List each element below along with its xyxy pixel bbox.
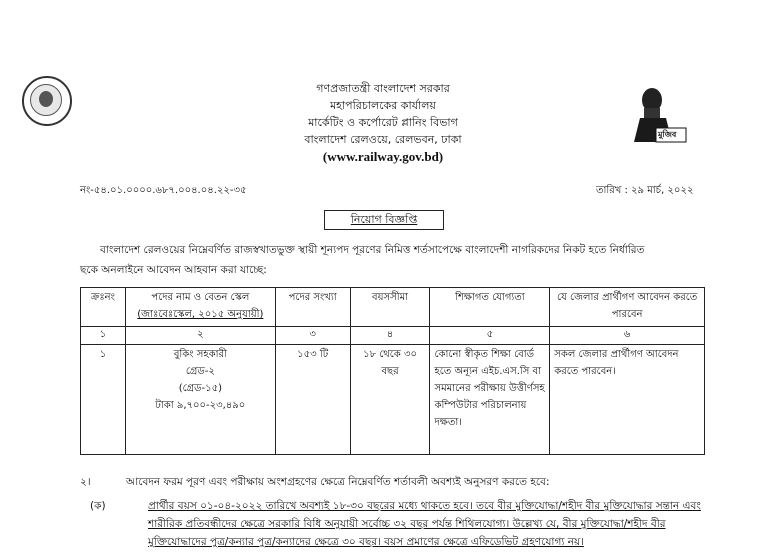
clause-k-label: (ক): [90, 500, 106, 512]
vacancy-table: [80, 287, 705, 455]
header-post: পদের নাম ও বেতন স্কেল (জাঃবেঃস্কেল, ২০১৫ অনুযায়ী): [125, 288, 275, 327]
header-govt: গণপ্রজাতন্ত্রী বাংলাদেশ সরকার: [316, 82, 450, 95]
clause-k-line-3: মুক্তিযোদ্ধাদের পুত্র/কন্যার পুত্র/কন্যাদের ক্ষেত্রে ৩০ বছর। বয়স প্রমাণের ক্ষেত্রে এফিডেভিট গ্রহণযোগ্য নয়।: [148, 536, 584, 548]
notice-date: তারিখ : ২৯ মার্চ, ২০২২: [596, 185, 694, 196]
header-department: মার্কেটিং ও কর্পোরেট প্লানিং বিভাগ: [308, 116, 458, 129]
memo-number: নং-৫৪.০১.০০০০.৬৮৭.০০৪.০৪.২২-৩৫: [80, 185, 247, 196]
clause-k-line-2: শারীরিক প্রতিবন্ধীদের ক্ষেত্রে সরকারি বিধি অনুযায়ী সর্বোচ্চ ৩২ বছর পর্যন্ত শিথিলযোগ্য। উল্লেখ্য যে, বীর মুক্তিযোদ্ধা/শহীদ বীর: [148, 518, 666, 530]
row-serial: ১: [81, 345, 126, 455]
notice-title-box: [324, 210, 444, 230]
header-district: যে জেলার প্রার্থীগণ আবেদন করতে পারবেন: [550, 288, 705, 327]
row-count: ১৫৩ টি: [275, 345, 350, 455]
mujib-portrait-emblem: [622, 80, 688, 146]
header-age: বয়সসীমা: [350, 288, 430, 327]
clause-k-line-1: প্রার্থীর বয়স ০১-০৪-২০২২ তারিখে অবশ্যই ১৮-৩০ বছরের মধ্যে থাকতে হবে। তবে বীর মুক্তিযোদ্ধা/শহীদ বীর মুক্তিযোদ্ধার সন্তান এবং: [148, 500, 701, 512]
railway-logo: [22, 76, 72, 126]
row-age: ১৮ থেকে ৩০ বছর: [350, 345, 430, 455]
header-office: মহাপরিচালকের কার্যালয়: [330, 99, 436, 112]
table-row: [81, 345, 705, 455]
header-education: শিক্ষাগত যোগ্যতা: [430, 288, 550, 327]
intro-line-1: বাংলাদেশ রেলওয়ের নিম্নেবর্ণিত রাজস্বখাতভুক্ত স্থায়ী শূন্যপদ পূরণের নিমিত্ত শর্তসাপেক্ষে বাংলাদেশী নাগরিকদের নিকট হতে নির্ধারিত: [100, 244, 645, 256]
notice-title: নিয়োগ বিজ্ঞপ্তি: [350, 213, 418, 226]
header-address: বাংলাদেশ রেলওয়ে, রেলভবন, ঢাকা: [304, 133, 462, 146]
header-serial: ক্রঃনং: [81, 288, 126, 327]
mujib-badge-text: মুজিব: [658, 130, 677, 139]
row-education: কোনো স্বীকৃত শিক্ষা বোর্ড হতে অন্যূন এইচ.এস.সি বা সমমানের পরীক্ষায় উত্তীর্ণসহ কম্পিউটার পরিচালনায় দক্ষতা।: [430, 345, 550, 455]
row-district: সকল জেলার প্রার্থীগণ আবেদন করতে পারবেন।: [550, 345, 705, 455]
header-website: (www.railway.gov.bd): [322, 149, 444, 164]
section-2-text: আবেদন ফরম পূরণ এবং পরীক্ষায় অংশগ্রহণের ক্ষেত্রে নিম্নেবর্ণিত শর্তাবলী অবশ্যই অনুসরণ করতে হবে:: [126, 476, 550, 488]
intro-line-2: ছকে অনলাইনে আবেদন আহবান করা যাচ্ছে:: [80, 264, 267, 276]
section-2-number: ২।: [80, 476, 91, 488]
table-header-row: [81, 288, 705, 327]
column-number-row: ১ ২ ৩ ৪ ৫ ৬: [81, 327, 705, 345]
header-count: পদের সংখ্যা: [275, 288, 350, 327]
row-post: বুকিং সহকারী গ্রেড-২ (গ্রেড-১৫) টাকা ৯,৭০০-২৩,৪৯০: [125, 345, 275, 455]
